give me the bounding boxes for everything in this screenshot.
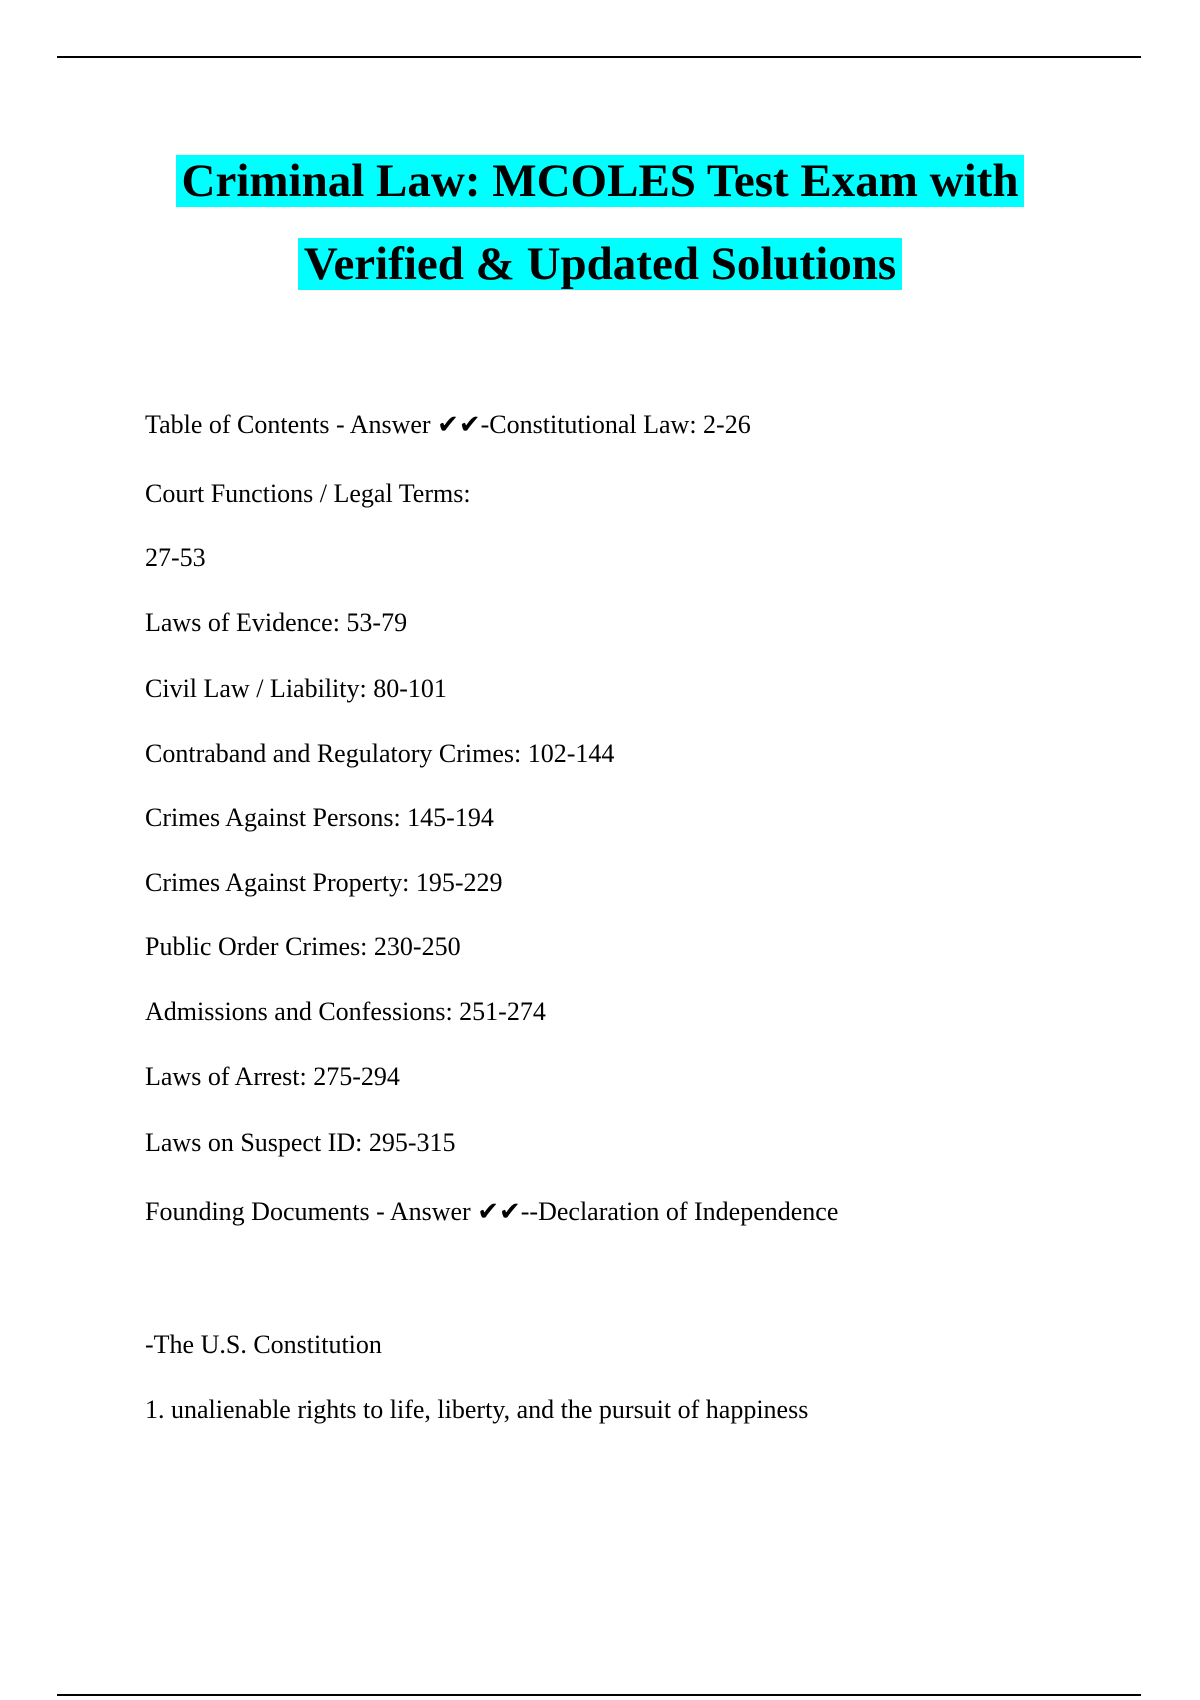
answer-line: Founding Documents - Answer ✔✔--Declaration of Independence xyxy=(145,1197,839,1226)
header-rule xyxy=(57,56,1141,58)
toc-line: Table of Contents - Answer ✔✔-Constitutional Law: 2-26 xyxy=(145,410,751,439)
answer-line: -The U.S. Constitution xyxy=(145,1330,382,1359)
footer-rule xyxy=(57,1694,1141,1696)
title-line-1: Criminal Law: MCOLES Test Exam with xyxy=(176,155,1025,207)
title-line-2: Verified & Updated Solutions xyxy=(298,238,902,290)
toc-line: Public Order Crimes: 230-250 xyxy=(145,932,461,961)
toc-line: Laws of Arrest: 275-294 xyxy=(145,1062,400,1091)
toc-line: Court Functions / Legal Terms: xyxy=(145,479,471,508)
document-title xyxy=(0,140,1200,306)
toc-line: Admissions and Confessions: 251-274 xyxy=(145,997,546,1026)
toc-line: Civil Law / Liability: 80-101 xyxy=(145,674,447,703)
toc-line: Crimes Against Property: 195-229 xyxy=(145,868,503,897)
toc-line: Crimes Against Persons: 145-194 xyxy=(145,803,494,832)
answer-line: 1. unalienable rights to life, liberty, and the pursuit of happiness xyxy=(145,1395,809,1424)
toc-line: Contraband and Regulatory Crimes: 102-144 xyxy=(145,739,615,768)
toc-line: 27-53 xyxy=(145,543,206,572)
toc-line: Laws of Evidence: 53-79 xyxy=(145,608,408,637)
toc-line: Laws on Suspect ID: 295-315 xyxy=(145,1128,456,1157)
